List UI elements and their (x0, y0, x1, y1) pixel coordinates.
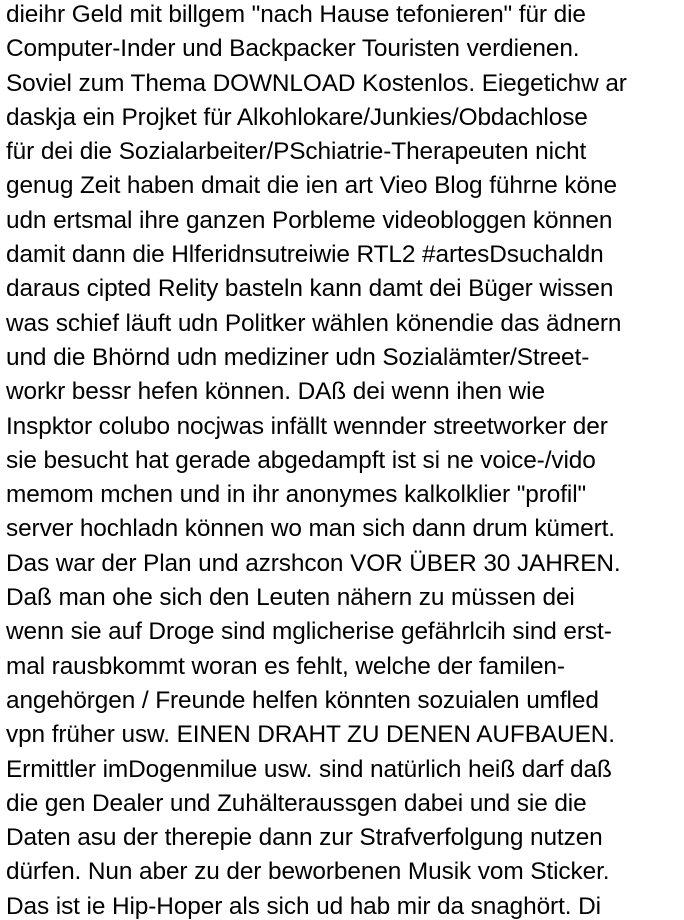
text-line: Daß man ohe sich den Leuten nähern zu müssen dei (6, 584, 575, 612)
text-line: dürfen. Nun aber zu der beworbenen Musik vom Sticker. (6, 858, 610, 886)
text-line: dieihr Geld mit billgem "nach Hause tefonieren" für die (6, 1, 586, 28)
text-line: Das war der Plan und azrshcon VOR ÜBER 30 JAHREN. (6, 549, 621, 577)
text-line: was schief läuft udn Politker wählen könendie das ädnern (6, 309, 622, 337)
text-line: sie besucht hat gerade abgedampft ist si ne voice-/vido (6, 446, 596, 474)
text-line: memom mchen und in ihr anonymes kalkolklier "profil" (6, 481, 587, 509)
text-line: daskja ein Projket für Alkohlokare/Junkies/Obdachlose (6, 103, 588, 131)
text-line: Inspktor colubo nocjwas infällt wennder streetworker der (6, 412, 608, 440)
text-line: daraus cipted Relity basteln kann damt dei Büger wissen (6, 275, 614, 303)
text-line: vpn früher usw. EINEN DRAHT ZU DENEN AUFBAUEN. (6, 721, 615, 749)
text-line: damit dann die Hlferidnsutreiwie RTL2 #artesDsuchaldn (6, 241, 604, 269)
text-line: Daten asu der therepie dann zur Strafverfolgung nutzen (6, 824, 603, 852)
text-line: und die Bhörnd udn mediziner udn Sozialämter/Street- (6, 343, 590, 371)
text-line: genug Zeit haben dmait die ien art Vieo Blog führne köne (6, 172, 617, 200)
text-line: Soviel zum Thema DOWNLOAD Kostenlos. Eiegetichw ar (6, 69, 627, 97)
text-line: Das ist ie Hip-Hoper als sich ud hab mir da snaghört. Di (6, 892, 601, 920)
text-line: workr bessr hefen können. DAß dei wenn ihen wie (6, 378, 545, 406)
text-line: server hochladn können wo man sich dann drum kümert. (6, 515, 615, 543)
text-line: die gen Dealer und Zuhälteraussgen dabei und sie die (6, 789, 587, 817)
text-line: mal rausbkommt woran es fehlt, welche der familen- (6, 652, 565, 680)
text-line: angehörgen / Freunde helfen könnten sozuialen umfled (6, 686, 599, 714)
text-line: wenn sie auf Droge sind mglicherise gefährlcih sind erst- (6, 618, 612, 646)
text-line: Computer-Inder und Backpacker Touristen verdienen. (6, 35, 580, 63)
text-line: für dei die Sozialarbeiter/PSchiatrie-Therapeuten nicht (6, 138, 587, 166)
document-body-text (6, 0, 682, 920)
text-line: Ermittler imDogenmilue usw. sind natürlich heiß darf daß (6, 755, 612, 783)
text-line: udn ertsmal ihre ganzen Porbleme videobloggen können (6, 206, 613, 234)
